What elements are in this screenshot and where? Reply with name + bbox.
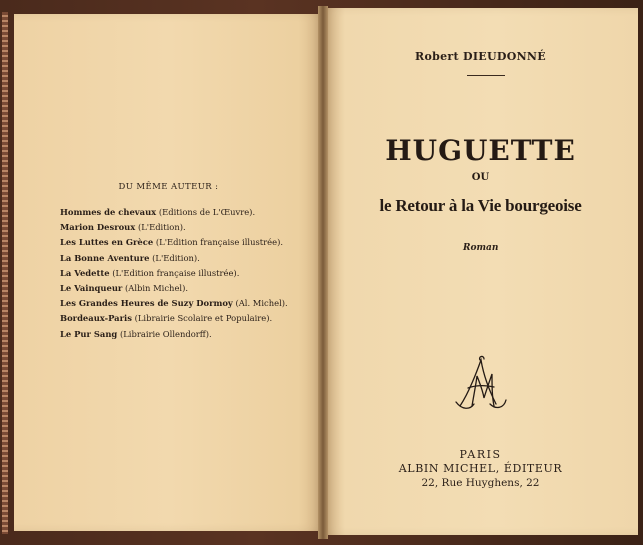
book-title: HUGUETTE	[385, 134, 576, 167]
list-item	[60, 251, 318, 266]
work-publisher: (L'Edition française illustrée).	[112, 267, 240, 278]
publication-city: PARIS	[459, 448, 502, 461]
work-publisher: (Editions de L'Œuvre).	[158, 207, 256, 217]
work-publisher: (L'Edition).	[137, 222, 186, 233]
list-item	[60, 327, 318, 342]
work-publisher: (Librairie Scolaire et Populaire).	[134, 313, 273, 324]
work-title: Marion Desroux	[60, 222, 136, 233]
work-title: La Bonne Aventure	[60, 252, 150, 263]
work-title: Les Grandes Heures de Suzy Dormoy	[60, 298, 233, 309]
work-publisher: (L'Edition).	[152, 252, 200, 263]
book-subtitle: le Retour à la Vie bourgeoise	[379, 196, 582, 215]
list-item	[60, 296, 318, 311]
list-item	[60, 311, 318, 326]
work-title: Le Pur Sang	[60, 328, 118, 339]
work-title: Bordeaux-Paris	[60, 313, 132, 324]
work-publisher: (Librairie Ollendorff).	[119, 328, 212, 339]
work-title: La Vedette	[60, 267, 110, 278]
works-heading: DU MÊME AUTEUR :	[118, 182, 219, 192]
list-item	[60, 266, 318, 281]
work-publisher: (Albin Michel).	[125, 283, 189, 294]
book-cover-edge	[2, 12, 8, 534]
list-item	[60, 220, 318, 235]
list-item	[60, 235, 318, 250]
work-title: Hommes de chevaux	[60, 207, 157, 217]
am-monogram-icon	[450, 354, 510, 414]
publisher-name: ALBIN MICHEL, ÉDITEUR	[398, 462, 563, 475]
list-item	[60, 281, 318, 296]
divider	[467, 75, 505, 76]
works-list	[60, 205, 318, 342]
title-conjunction: OU	[471, 172, 490, 183]
work-title: Les Luttes en Grèce	[60, 237, 154, 248]
author-name: Robert DIEUDONNÉ	[415, 50, 546, 63]
genre-label: Roman	[463, 243, 499, 253]
work-publisher: (Al. Michel).	[235, 298, 288, 309]
work-title: Le Vainqueur	[60, 283, 123, 294]
publisher-address: 22, Rue Huyghens, 22	[421, 477, 540, 489]
work-publisher: (L'Edition française illustrée).	[155, 237, 283, 248]
list-item	[60, 205, 318, 220]
